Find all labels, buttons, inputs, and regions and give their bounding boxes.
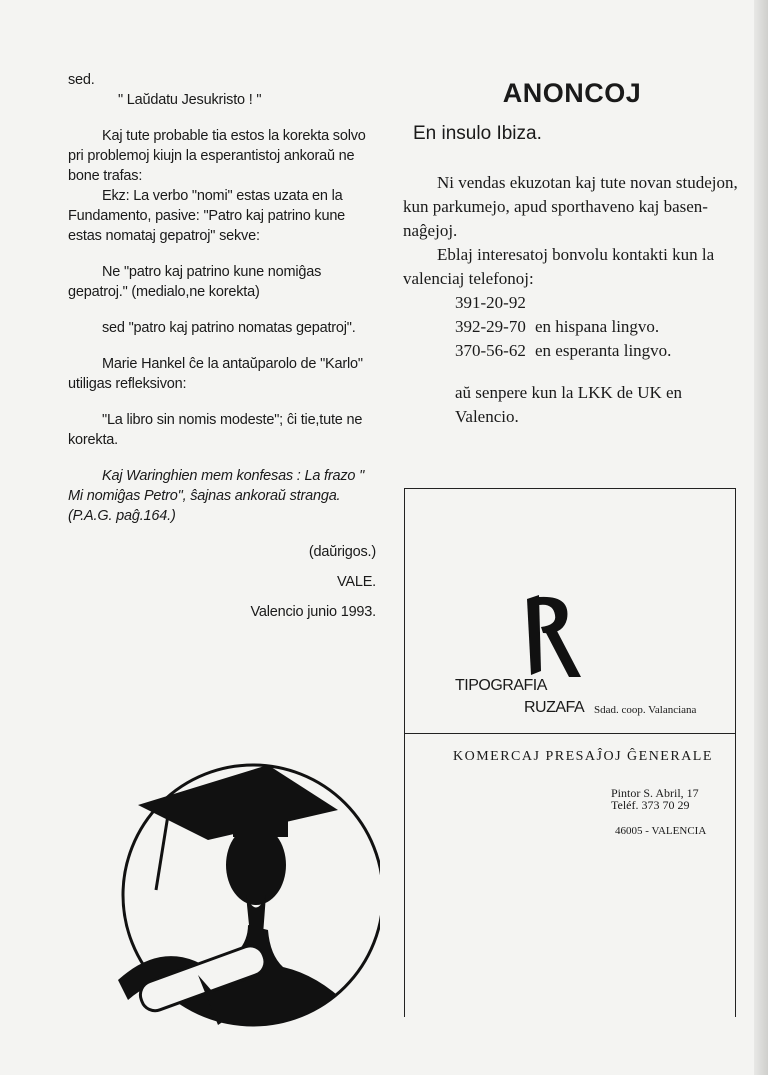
r-logo-icon [519,591,589,681]
logo-tipografia: TIPOGRAFIA [455,677,547,694]
address-block [611,787,699,811]
section-title: ANONCOJ [502,78,642,108]
ad-paragraph-contact: Eblaj interesatoj bonvolu kontakti kun la valenciaj telefonoj: [403,245,715,288]
section-subtitle: En insulo Ibiza. [413,123,542,144]
phone-number: 370-56-62 [455,341,526,360]
ad-paragraph-sale: Ni vendas ekuzotan kaj tute novan studejon, kun parkumejo, apud sporthaveno kaj basen-naĝejoj. [403,173,738,240]
komercaj-heading: KOMERCAJ PRESAĴOJ ĜENERALE [453,749,713,764]
printer-logo [449,599,709,719]
paragraph-ekz: Ekz: La verbo "nomi" estas uzata en la Fundamento, pasive: "Patro kaj patrino kune estas nomataj gepatroj" sekve: [68,188,346,244]
graduate-illustration-icon [98,745,380,1045]
paragraph-probable: Kaj tute probable tia estos la korekta solvo pri problemoj kiujn la esperantistoj ankoraŭ ne bone trafas: [68,128,366,184]
logo-sdad: Sdad. coop. Valanciana [594,704,697,716]
paragraph-libro: "La libro sin nomis modeste"; ĉi tie,tute ne korekta. [68,412,363,448]
ad-paragraph-lkk: aŭ senpere kun la LKK de UK en Valencio. [455,383,683,426]
text-sed: sed. [68,72,95,88]
printer-ad-box [404,488,736,1017]
phone-line [403,339,741,363]
ad-text [403,171,741,429]
paragraph-sed: sed "patro kaj patrino nomatas gepatroj". [102,320,356,336]
telef-line: Teléf. 373 70 29 [611,798,690,812]
phone-line [403,291,741,315]
phone-line [403,315,741,339]
text-vale: VALE. [336,574,376,590]
phone-number: 392-29-70 [455,317,526,336]
city-line: 46005 - VALENCIA [615,825,707,837]
paragraph-waringhien: Kaj Waringhien mem konfesas : La frazo " Mi nomiĝas Petro", ŝajnas ankoraŭ stranga.(P.A.G. paĝ.164.) [68,468,365,524]
paragraph-hankel: Marie Hankel ĉe la antaŭparolo de "Karlo" utiligas refleksivon: [68,356,363,392]
phone-number: 391-20-92 [455,293,526,312]
paragraph-ne: Ne "patro kaj patrino kune nomiĝas gepatroj." (medialo,ne korekta) [68,264,322,300]
divider [405,733,735,734]
quote-laudatu: " Laŭdatu Jesukristo ! " [118,92,262,108]
page-edge [754,0,768,1075]
phone-note: en hispana lingvo. [535,317,660,336]
left-column [68,70,376,622]
logo-ruzafa: RUZAFA [524,699,585,716]
text-date: Valencio junio 1993. [250,604,376,620]
phone-note: en esperanta lingvo. [535,341,672,360]
address-line: Pintor S. Abril, 17 [611,786,699,800]
text-daurigos: (daŭrigos.) [308,544,376,560]
right-column [403,78,741,429]
